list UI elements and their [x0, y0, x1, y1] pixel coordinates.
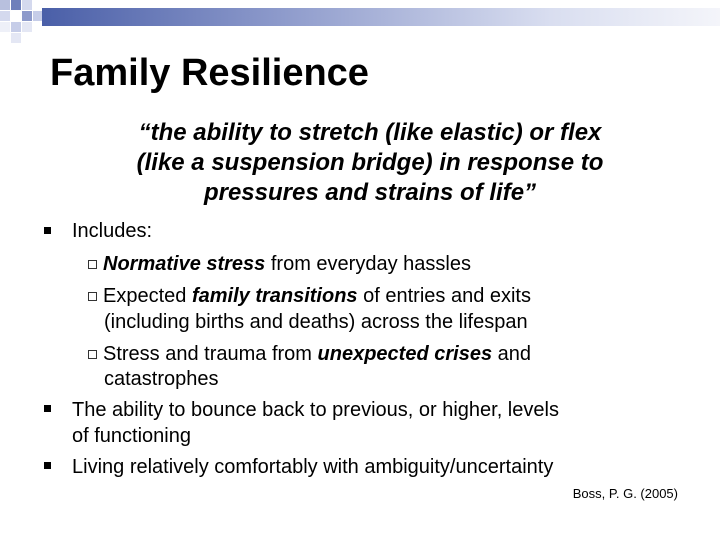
quote-line: (like a suspension bridge) in response to: [136, 149, 604, 176]
bullet-marker: [44, 462, 51, 469]
bullet-marker: [44, 405, 51, 412]
quote-line: pressures and strains of life”: [203, 179, 537, 206]
emphasis-text: family transitions: [191, 285, 358, 307]
sub-bullet-crises: [88, 342, 531, 366]
sub-bullet-text: Expected: [103, 285, 192, 307]
emphasis-text: Normative stress: [103, 253, 266, 275]
sub-bullet-text: and: [492, 343, 531, 365]
bullet-bounce-back-continuation: of functioning: [72, 425, 191, 447]
sub-bullet-continuation: catastrophes: [104, 368, 219, 390]
quote-line: “the ability to stretch (like elastic) or flex: [138, 119, 602, 146]
citation: Boss, P. G. (2005): [572, 486, 678, 501]
sub-bullet-text: from everyday hassles: [265, 253, 471, 275]
resilience-definition-quote: [60, 118, 680, 208]
sub-bullet-text: of entries and exits: [357, 285, 531, 307]
sub-bullet-normative: [88, 252, 471, 276]
bullet-marker: [44, 227, 51, 234]
checkbox-bullet-icon: [88, 292, 97, 301]
emphasis-text: unexpected crises: [317, 343, 493, 365]
decorative-gradient-bar: [42, 8, 720, 26]
sub-bullet-text: Stress and trauma from: [103, 343, 318, 365]
sub-bullet-continuation: (including births and deaths) across the lifespan: [104, 311, 528, 333]
sub-bullet-transitions: [88, 284, 531, 308]
slide-title: Family Resilience: [50, 52, 369, 94]
bullet-bounce-back: The ability to bounce back to previous, or higher, levels: [72, 399, 559, 421]
bullet-includes: Includes:: [72, 220, 153, 242]
checkbox-bullet-icon: [88, 260, 97, 269]
checkbox-bullet-icon: [88, 350, 97, 359]
bullet-living: Living relatively comfortably with ambiguity/uncertainty: [72, 456, 554, 478]
